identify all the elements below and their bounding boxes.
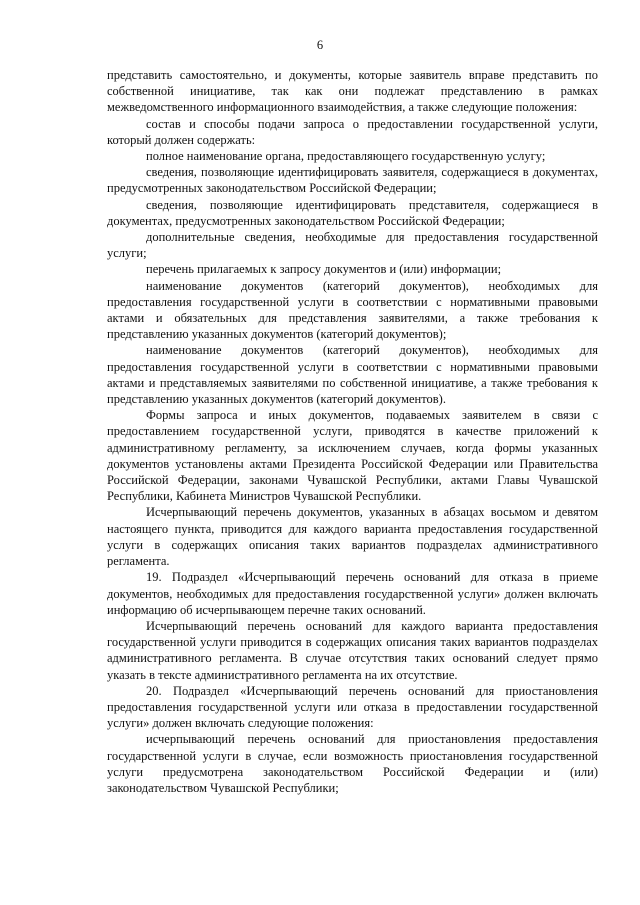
paragraph: представить самостоятельно, и документы, которые заявитель вправе представить по собственной инициативе, так как они подлежат представлению в рамках межведомственного информационного взаимодействия, а также следующие положения:: [107, 68, 598, 115]
paragraph: Исчерпывающий перечень документов, указанных в абзацах восьмом и девятом настоящего пункта, приводится для каждого варианта предоставления государственной услуги в содержащих описания таких вариантов подразделах административного регламента.: [107, 505, 598, 569]
paragraph: перечень прилагаемых к запросу документов и (или) информации;: [146, 262, 502, 277]
document-body: [107, 67, 598, 796]
paragraph: наименование документов (категорий документов), необходимых для предоставления государственной услуги в соответствии с нормативными правовыми актами и представляемых заявителями по собственной инициативе, а также требования к представлению указанных документов (категорий документов).: [107, 343, 598, 407]
paragraph: 19. Подраздел «Исчерпывающий перечень оснований для отказа в приеме документов, необходимых для предоставления государственной услуги» должен включать информацию об исчерпывающем перечне таких оснований.: [107, 570, 598, 617]
paragraph: Формы запроса и иных документов, подаваемых заявителем в связи с предоставлением государственной услуги, приводятся в качестве приложений к административному регламенту, за исключением случаев, когда формы указанных документов установлены актами Президента Российской Федерации или Правительства Российской Федерации, законами Чувашской Республики, актами Главы Чувашской Республики, Кабинета Министров Чувашской Республики.: [107, 408, 598, 504]
paragraph: сведения, позволяющие идентифицировать представителя, содержащиеся в документах, предусмотренных законодательством Российской Федерации;: [107, 197, 598, 228]
paragraph: сведения, позволяющие идентифицировать заявителя, содержащиеся в документах, предусмотренных законодательством Российской Федерации;: [107, 165, 598, 196]
paragraph: исчерпывающий перечень оснований для приостановления предоставления государственной услуги в случае, если возможность приостановления государственной услуги предусмотрена законодательством Российской Федерации и (или) законодательством Чувашской Республики;: [107, 732, 598, 795]
paragraph: дополнительные сведения, необходимые для предоставления государственной услуги;: [107, 230, 598, 261]
paragraph: наименование документов (категорий документов), необходимых для предоставления государственной услуги в соответствии с нормативными правовыми актами и обязательных для представления заявителями, а также требования к представлению указанных документов (категорий документов);: [107, 278, 598, 342]
paragraph: состав и способы подачи запроса о предоставлении государственной услуги, который должен содержать:: [107, 116, 598, 147]
paragraph: 20. Подраздел «Исчерпывающий перечень оснований для приостановления предоставления государственной услуги или отказа в предоставлении государственной услуги» должен включать следующие положения:: [107, 683, 598, 731]
page-number: 6: [316, 38, 324, 52]
paragraph: Исчерпывающий перечень оснований для каждого варианта предоставления государственной услуги приводится в содержащих описания таких вариантов подразделах административного регламента. В случае отсутствия таких оснований следует прямо указать в тексте административного регламента на их отсутствие.: [107, 618, 598, 682]
paragraph: полное наименование органа, предоставляющего государственную услугу;: [146, 149, 546, 164]
